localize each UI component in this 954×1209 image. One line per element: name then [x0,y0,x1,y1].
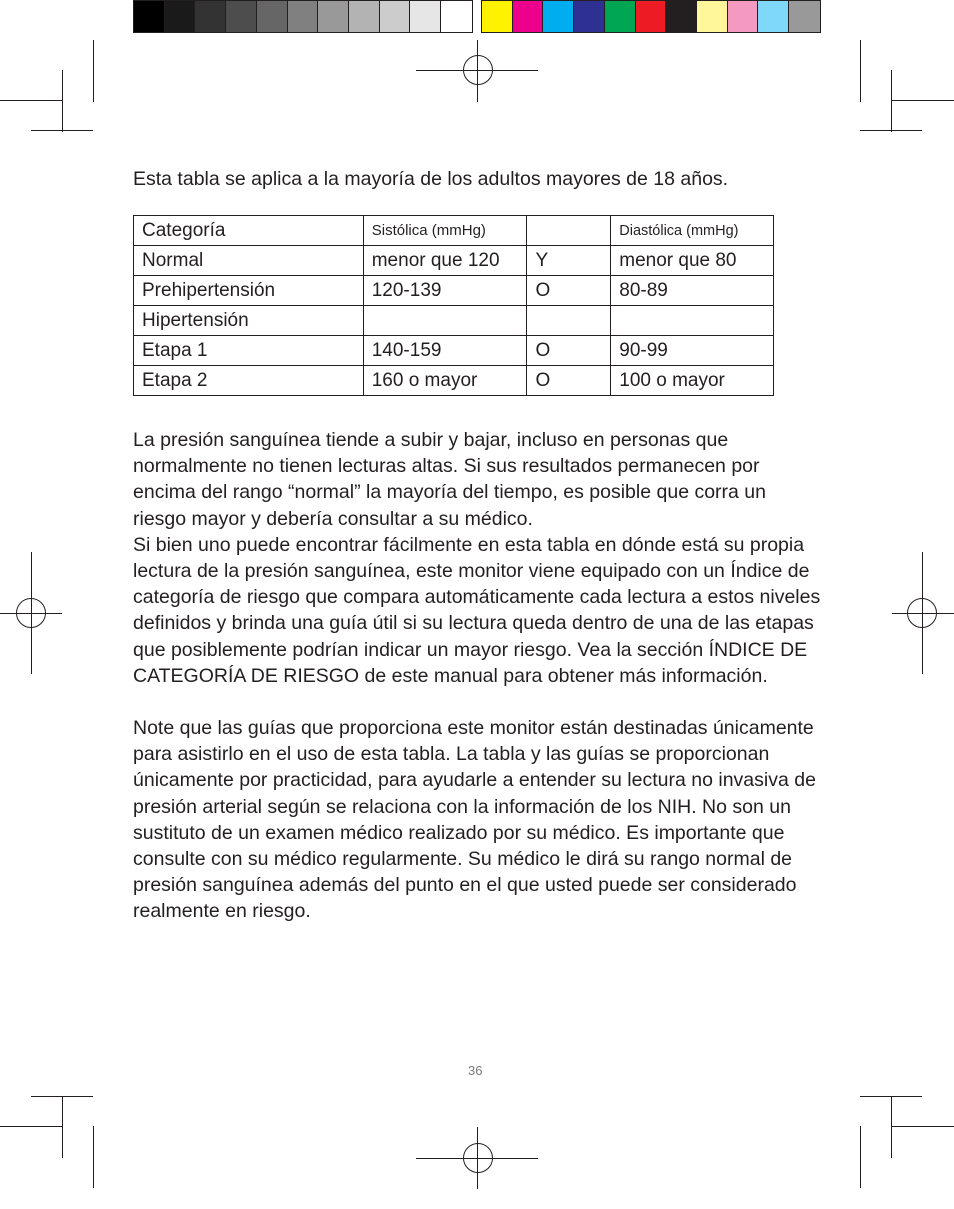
header-systolic: Sistólica (mmHg) [363,216,527,246]
table-row [134,336,774,366]
table-cell: O [527,336,611,366]
body-text [133,427,823,925]
color-swatch [513,1,544,32]
color-swatch [410,1,441,32]
header-category: Categoría [134,216,364,246]
color-swatch [697,1,728,32]
color-swatch [758,1,789,32]
header-diastolic: Diastólica (mmHg) [611,216,774,246]
color-swatch [226,1,257,32]
color-swatch [349,1,380,32]
color-swatch [165,1,196,32]
color-swatch [728,1,759,32]
grayscale-color-bar [133,0,473,33]
table-cell: menor que 80 [611,246,774,276]
blood-pressure-table [133,215,774,396]
color-swatch [543,1,574,32]
header-connector [527,216,611,246]
table-cell: 100 o mayor [611,366,774,396]
color-swatch [441,1,472,32]
table-cell: 160 o mayor [363,366,527,396]
color-swatch [636,1,667,32]
table-row [134,276,774,306]
paragraph: La presión sanguínea tiende a subir y bajar, incluso en personas que normalmente no tienen lecturas altas. Si sus resultados permanecen por encima del rango “normal” la mayoría del tiempo, es posible que corra un riesgo mayor y debería consultar a su médico. [133,429,766,530]
table-row [134,366,774,396]
table-row [134,306,774,336]
table-cell: O [527,366,611,396]
table-header-row [134,216,774,246]
color-swatch [195,1,226,32]
table-cell: Etapa 1 [134,336,364,366]
color-swatch [482,1,513,32]
table-row [134,246,774,276]
table-cell: Y [527,246,611,276]
color-swatch [574,1,605,32]
process-color-bar [481,0,821,33]
table-cell [363,306,527,336]
table-cell: Prehipertensión [134,276,364,306]
table-cell: O [527,276,611,306]
intro-text: Esta tabla se aplica a la mayoría de los adultos mayores de 18 años. [133,168,729,190]
table-cell [527,306,611,336]
table-cell: Normal [134,246,364,276]
table-cell: Etapa 2 [134,366,364,396]
table-cell: 120-139 [363,276,527,306]
table-cell: 80-89 [611,276,774,306]
paragraph: Note que las guías que proporciona este monitor están destinadas únicamente para asistirlo en el uso de esta tabla. La tabla y las guías se proporcionan únicamente por practicidad, para ayudarle a entender su lectura no invasiva de presión arterial según se relaciona con la información de los NIH. No son un sustituto de un examen médico realizado por su médico. Es importante que consulte con su médico regularmente. Su médico le dirá su rango normal de presión sanguínea además del punto en el que usted puede ser considerado realmente en riesgo. [133,717,816,923]
table-cell [611,306,774,336]
page-number: 36 [468,1063,483,1078]
color-swatch [380,1,411,32]
color-swatch [318,1,349,32]
color-swatch [257,1,288,32]
paragraph: Si bien uno puede encontrar fácilmente en esta tabla en dónde está su propia lectura de la presión sanguínea, este monitor viene equipado con un Índice de categoría de riesgo que compara automáticamente cada lectura a estos niveles definidos y brinda una guía útil si su lectura queda dentro de una de las etapas que posiblemente podrían indicar un mayor riesgo. Vea la sección ÍNDICE DE CATEGORÍA DE RIESGO de este manual para obtener más información. [133,533,821,687]
table-cell: menor que 120 [363,246,527,276]
color-swatch [789,1,820,32]
color-swatch [288,1,319,32]
color-swatch [605,1,636,32]
table-cell: 140-159 [363,336,527,366]
color-swatch [134,1,165,32]
color-swatch [666,1,697,32]
table-cell: Hipertensión [134,306,364,336]
table-cell: 90-99 [611,336,774,366]
